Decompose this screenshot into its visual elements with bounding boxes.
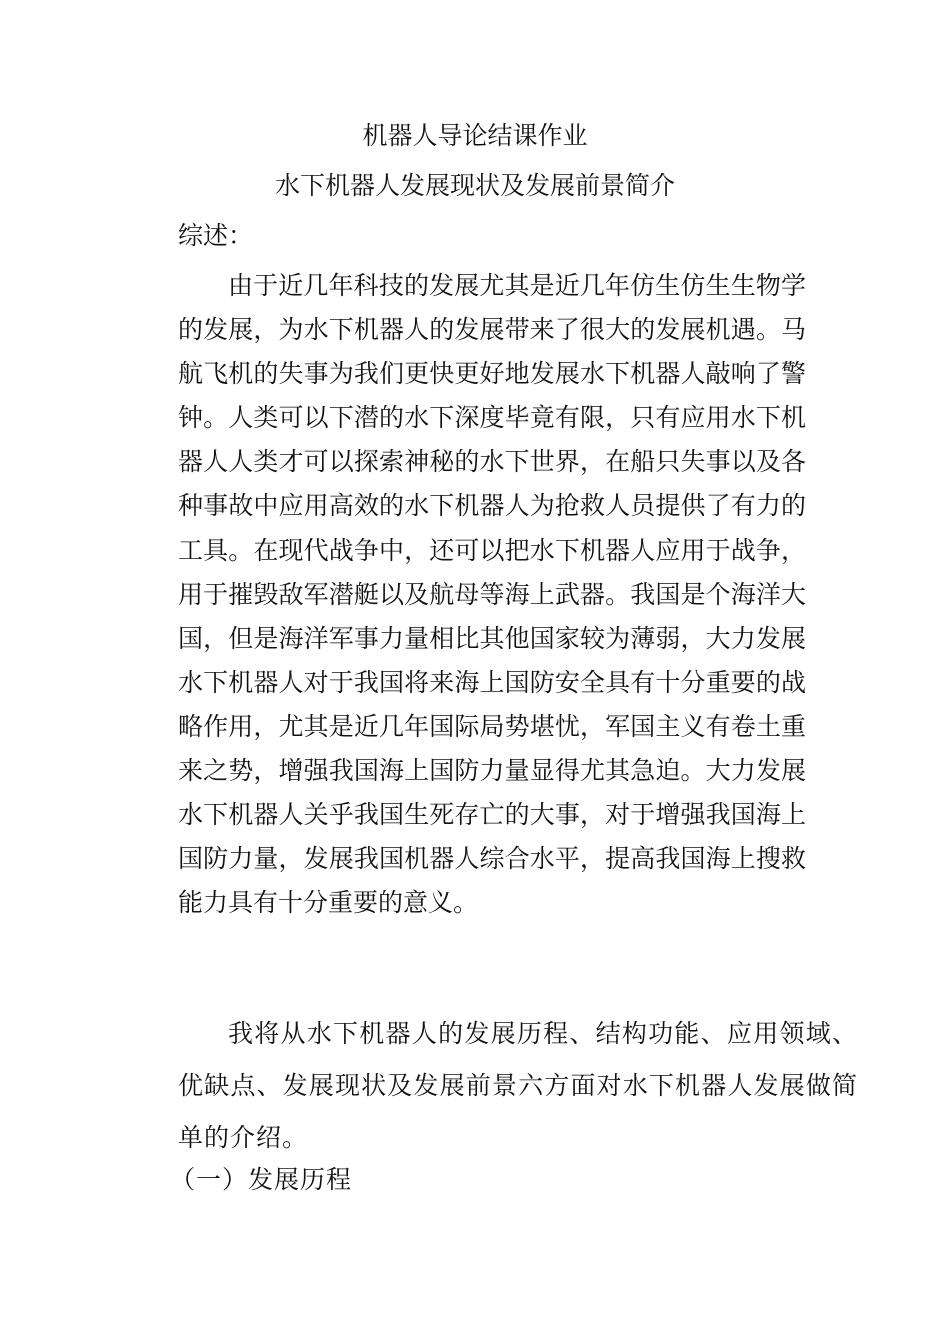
summary-label: 综述： bbox=[178, 221, 254, 250]
section-heading: （一）发展历程 bbox=[170, 1165, 353, 1194]
summary-paragraph: 由于近几年科技的发展尤其是近几年仿生仿生生物学的发展，为水下机器人的发展带来了很大的发展机遇。马航飞机的失事为我们更快更好地发展水下机器人敲响了警钟。人类可以下潜的水下深度毕竟有限，只有应用水下机器人人类才可以探索神秘的水下世界，在船只失事以及各种事故中应用高效的水下机器人为抢救人员提供了有力的工具。在现代战争中，还可以把水下机器人应用于战争，用于摧毁敌军潜艇以及航母等海上武器。我国是个海洋大国，但是海洋军事力量相比其他国家较为薄弱，大力发展水下机器人对于我国将来海上国防安全具有十分重要的战略作用，尤其是近几年国际局势堪忧，军国主义有卷土重来之势，增强我国海上国防力量显得尤其急迫。大力发展水下机器人关乎我国生死存亡的大事，对于增强我国海上国防力量，发展我国机器人综合水平，提高我国海上搜救能力具有十分重要的意义。 bbox=[178, 271, 806, 918]
course-title: 机器人导论结课作业 bbox=[362, 121, 588, 150]
paper-title: 水下机器人发展现状及发展前景简介 bbox=[274, 171, 675, 200]
outline-paragraph: 我将从水下机器人的发展历程、结构功能、应用领域、优缺点、发展现状及发展前景六方面对水下机器人发展做简单的介绍。 bbox=[178, 1019, 858, 1152]
